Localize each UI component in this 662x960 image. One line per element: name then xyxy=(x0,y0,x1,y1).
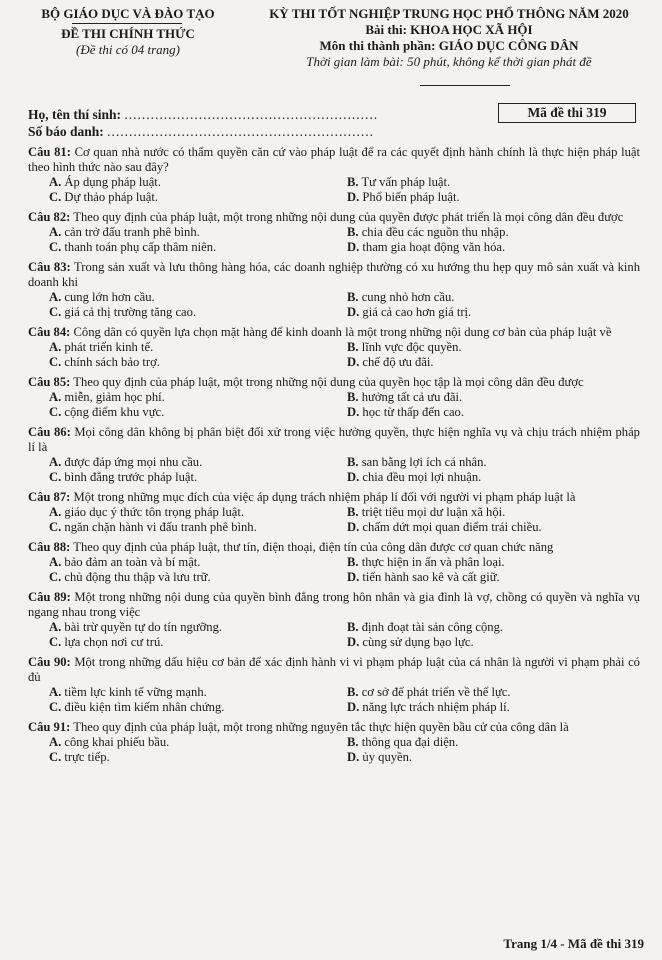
candidate-name-dots: .......................................................... xyxy=(124,107,379,122)
option-letter: D. xyxy=(347,240,360,254)
answer-option xyxy=(49,355,347,370)
option-letter: B. xyxy=(347,505,359,519)
option-text: giá cả cao hơn giá trị. xyxy=(362,305,472,319)
question-stem xyxy=(28,210,640,225)
option-letter: B. xyxy=(347,735,359,749)
option-letter: C. xyxy=(49,355,62,369)
option-letter: D. xyxy=(347,470,360,484)
header-left xyxy=(18,6,238,58)
question-text: Theo quy định của pháp luật, một trong những nguyên tắc thực hiện quyền bầu cử của công dân là xyxy=(73,720,569,734)
answer-option xyxy=(347,455,647,470)
question-stem xyxy=(28,490,640,505)
question-number: Câu 85: xyxy=(28,375,71,389)
option-text: thanh toán phụ cấp thâm niên. xyxy=(64,240,217,254)
question-stem xyxy=(28,425,640,455)
answer-option xyxy=(49,240,347,255)
question-stem xyxy=(28,260,640,290)
question-stem xyxy=(28,540,640,555)
answer-option xyxy=(49,570,347,585)
option-letter: D. xyxy=(347,700,360,714)
option-text: chia đều các nguồn thu nhập. xyxy=(361,225,509,239)
official-label: ĐỀ THI CHÍNH THỨC xyxy=(61,26,195,41)
option-text: bài trừ quyền tự do tín ngưỡng. xyxy=(64,620,223,634)
question-number: Câu 82: xyxy=(28,210,71,224)
answer-options xyxy=(28,735,640,765)
option-letter: B. xyxy=(347,685,359,699)
question-block xyxy=(28,210,640,255)
answer-option xyxy=(49,455,347,470)
page-footer: Trang 1/4 - Mã đề thi 319 xyxy=(503,936,644,951)
ministry-name: BỘ GIÁO DỤC VÀ ĐÀO TẠO xyxy=(41,6,215,21)
option-text: chia đều mọi lợi nhuận. xyxy=(362,470,482,484)
answer-option xyxy=(49,555,347,570)
option-letter: A. xyxy=(49,505,62,519)
question-block xyxy=(28,145,640,205)
answer-options xyxy=(28,455,640,485)
answer-option xyxy=(49,390,347,405)
question-text: Cơ quan nhà nước có thẩm quyền căn cứ vào pháp luật để ra các quyết định hành chính là thực hiện pháp luật theo hình thức nào sau đây? xyxy=(28,145,640,174)
option-text: cơ sở để phát triển về thể lực. xyxy=(361,685,511,699)
question-stem xyxy=(28,655,640,685)
answer-option xyxy=(49,635,347,650)
option-letter: C. xyxy=(49,635,62,649)
question-stem xyxy=(28,145,640,175)
answer-option xyxy=(347,390,647,405)
option-text: san bằng lợi ích cá nhân. xyxy=(361,455,487,469)
option-letter: B. xyxy=(347,555,359,569)
question-block xyxy=(28,325,640,370)
question-block xyxy=(28,590,640,650)
option-text: chủ động thu thập và lưu trữ. xyxy=(64,570,211,584)
question-number: Câu 87: xyxy=(28,490,71,504)
option-text: cộng điểm khu vực. xyxy=(64,405,165,419)
option-text: điều kiện tìm kiếm nhân chứng. xyxy=(64,700,225,714)
answer-option xyxy=(49,225,347,240)
answer-option xyxy=(49,520,347,535)
answer-option xyxy=(347,305,647,320)
answer-option xyxy=(347,700,647,715)
answer-option xyxy=(347,620,647,635)
answer-options xyxy=(28,620,640,650)
option-text: phát triển kinh tế. xyxy=(64,340,154,354)
option-letter: A. xyxy=(49,620,62,634)
answer-options xyxy=(28,290,640,320)
question-text: Một trong những dấu hiệu cơ bản để xác định hành vi vi phạm pháp luật của cá nhân là người vi phạm phải có đủ xyxy=(28,655,640,684)
question-text: Công dân có quyền lựa chọn mặt hàng để kinh doanh là một trong những nội dung cơ bản của pháp luật về xyxy=(73,325,612,339)
answer-option xyxy=(49,700,347,715)
answer-option xyxy=(347,685,647,700)
answer-option xyxy=(347,225,647,240)
question-block xyxy=(28,540,640,585)
option-text: công khai phiếu bầu. xyxy=(64,735,170,749)
answer-options xyxy=(28,505,640,535)
answer-option xyxy=(347,470,647,485)
question-block xyxy=(28,720,640,765)
option-text: miễn, giảm học phí. xyxy=(64,390,165,404)
answer-option xyxy=(347,750,647,765)
answer-option xyxy=(347,355,647,370)
question-number: Câu 91: xyxy=(28,720,71,734)
answer-options xyxy=(28,555,640,585)
candidate-info xyxy=(28,106,378,140)
option-text: tham gia hoạt động văn hóa. xyxy=(362,240,506,254)
question-text: Trong sản xuất và lưu thông hàng hóa, các doanh nghiệp thường có xu hướng thu hẹp quy mô sản xuất và kinh doanh khi xyxy=(28,260,641,289)
option-letter: A. xyxy=(49,390,62,404)
header-left-rule xyxy=(72,23,182,24)
option-letter: C. xyxy=(49,405,62,419)
question-text: Một trong những nội dung của quyền bình đẳng trong hôn nhân và gia đình là vợ, chồng có quyền và nghĩa vụ ngang nhau trong việc xyxy=(28,590,640,619)
question-block xyxy=(28,375,640,420)
answer-option xyxy=(49,175,347,190)
option-text: bảo đảm an toàn và bí mật. xyxy=(64,555,201,569)
option-text: Áp dụng pháp luật. xyxy=(64,175,161,189)
question-text: Một trong những mục đích của việc áp dụng trách nhiệm pháp lí đối với người vi phạm pháp luật là xyxy=(73,490,576,504)
option-letter: B. xyxy=(347,290,359,304)
option-letter: C. xyxy=(49,190,62,204)
question-stem xyxy=(28,325,640,340)
answer-option xyxy=(49,470,347,485)
pages-note: (Đề thi có 04 trang) xyxy=(76,42,180,57)
option-text: bình đẳng trước pháp luật. xyxy=(64,470,198,484)
option-text: thực hiện in ấn và phân loại. xyxy=(361,555,505,569)
option-letter: D. xyxy=(347,520,360,534)
option-text: Dự thảo pháp luật. xyxy=(64,190,158,204)
answer-options xyxy=(28,390,640,420)
option-text: lĩnh vực độc quyền. xyxy=(361,340,462,354)
question-text: Theo quy định của pháp luật, một trong những nội dung của quyền được phát triển là mọi công dân đều được xyxy=(73,210,624,224)
option-letter: A. xyxy=(49,340,62,354)
option-text: trực tiếp. xyxy=(64,750,110,764)
option-text: Phổ biến pháp luật. xyxy=(362,190,460,204)
option-letter: D. xyxy=(347,355,360,369)
option-text: lựa chọn nơi cư trú. xyxy=(64,635,164,649)
option-letter: C. xyxy=(49,470,62,484)
option-text: định đoạt tài sản công cộng. xyxy=(361,620,504,634)
option-text: cùng sử dụng bạo lực. xyxy=(362,635,474,649)
answer-option xyxy=(49,340,347,355)
answer-option xyxy=(49,620,347,635)
option-text: thông qua đại diện. xyxy=(361,735,459,749)
question-text: Theo quy định của pháp luật, một trong những nội dung của quyền học tập là mọi công dân đều được xyxy=(73,375,584,389)
answer-option xyxy=(347,520,647,535)
option-letter: A. xyxy=(49,175,62,189)
answer-option xyxy=(347,735,647,750)
option-text: ngăn chặn hành vi đấu tranh phê bình. xyxy=(64,520,257,534)
answer-option xyxy=(347,555,647,570)
question-text: Theo quy định của pháp luật, thư tín, điện thoại, điện tín của công dân được cơ quan chức năng xyxy=(73,540,554,554)
candidate-name-label: Họ, tên thí sinh: xyxy=(28,107,122,122)
question-number: Câu 88: xyxy=(28,540,71,554)
option-letter: D. xyxy=(347,190,360,204)
answer-option xyxy=(347,340,647,355)
question-number: Câu 83: xyxy=(28,260,71,274)
option-letter: D. xyxy=(347,405,360,419)
answer-options xyxy=(28,340,640,370)
option-letter: B. xyxy=(347,175,359,189)
candidate-id-dots: ............................................................. xyxy=(107,124,375,139)
answer-option xyxy=(347,240,647,255)
question-number: Câu 89: xyxy=(28,590,71,604)
option-text: triệt tiêu mọi dư luận xã hội. xyxy=(361,505,506,519)
option-text: cung lớn hơn cầu. xyxy=(64,290,155,304)
option-letter: A. xyxy=(49,290,62,304)
question-number: Câu 81: xyxy=(28,145,71,159)
header-right xyxy=(244,6,654,70)
option-text: giáo dục ý thức tôn trọng pháp luật. xyxy=(64,505,245,519)
answer-option xyxy=(49,305,347,320)
option-text: chế độ ưu đãi. xyxy=(362,355,434,369)
option-letter: C. xyxy=(49,570,62,584)
exam-code-box: Mã đề thi 319 xyxy=(498,103,636,123)
answer-option xyxy=(49,505,347,520)
option-text: hưởng tất cả ưu đãi. xyxy=(361,390,463,404)
answer-option xyxy=(49,685,347,700)
question-block xyxy=(28,655,640,715)
option-letter: C. xyxy=(49,305,62,319)
option-letter: B. xyxy=(347,390,359,404)
option-text: học từ thấp đến cao. xyxy=(362,405,464,419)
option-letter: B. xyxy=(347,340,359,354)
option-text: chấm dứt mọi quan điểm trái chiều. xyxy=(362,520,542,534)
option-letter: B. xyxy=(347,620,359,634)
option-letter: C. xyxy=(49,700,62,714)
answer-options xyxy=(28,175,640,205)
candidate-id-line xyxy=(28,123,378,140)
option-text: được đáp ứng mọi nhu cầu. xyxy=(64,455,203,469)
answer-option xyxy=(49,405,347,420)
question-number: Câu 84: xyxy=(28,325,71,339)
time-note: Thời gian làm bài: 50 phút, không kể thời gian phát đề xyxy=(306,54,592,69)
question-number: Câu 90: xyxy=(28,655,71,669)
answer-option xyxy=(347,505,647,520)
answer-option xyxy=(49,190,347,205)
option-text: giá cả thị trường tăng cao. xyxy=(64,305,197,319)
question-stem xyxy=(28,375,640,390)
question-list xyxy=(28,145,640,770)
option-letter: D. xyxy=(347,750,360,764)
option-letter: C. xyxy=(49,520,62,534)
option-letter: A. xyxy=(49,225,62,239)
option-letter: D. xyxy=(347,305,360,319)
exam-subject: Môn thi thành phần: GIÁO DỤC CÔNG DÂN xyxy=(319,38,579,53)
answer-option xyxy=(347,405,647,420)
option-letter: A. xyxy=(49,735,62,749)
answer-option xyxy=(49,735,347,750)
question-block xyxy=(28,490,640,535)
option-letter: B. xyxy=(347,455,359,469)
answer-option xyxy=(49,750,347,765)
answer-option xyxy=(347,290,647,305)
answer-option xyxy=(347,570,647,585)
question-block xyxy=(28,425,640,485)
question-stem xyxy=(28,720,640,735)
answer-options xyxy=(28,225,640,255)
candidate-name-line xyxy=(28,106,378,123)
option-text: tiến hành sao kê và cất giữ. xyxy=(362,570,500,584)
exam-section: Bài thi: KHOA HỌC XÃ HỘI xyxy=(365,22,533,37)
option-text: tiềm lực kinh tế vững mạnh. xyxy=(64,685,207,699)
option-letter: D. xyxy=(347,570,360,584)
candidate-id-label: Số báo danh: xyxy=(28,124,104,139)
option-letter: C. xyxy=(49,750,62,764)
exam-title: KỲ THI TỐT NGHIỆP TRUNG HỌC PHỔ THÔNG NĂM 2020 xyxy=(269,6,629,21)
answer-options xyxy=(28,685,640,715)
answer-option xyxy=(347,190,647,205)
option-letter: C. xyxy=(49,240,62,254)
answer-option xyxy=(347,175,647,190)
question-stem xyxy=(28,590,640,620)
option-letter: A. xyxy=(49,685,62,699)
option-text: cung nhỏ hơn cầu. xyxy=(361,290,455,304)
question-number: Câu 86: xyxy=(28,425,71,439)
option-letter: A. xyxy=(49,455,62,469)
option-text: Tư vấn pháp luật. xyxy=(361,175,451,189)
question-block xyxy=(28,260,640,320)
option-text: ủy quyền. xyxy=(362,750,413,764)
header-right-rule xyxy=(420,85,510,86)
answer-option xyxy=(49,290,347,305)
option-letter: D. xyxy=(347,635,360,649)
option-letter: B. xyxy=(347,225,359,239)
question-text: Mọi công dân không bị phân biệt đối xử trong việc hưởng quyền, thực hiện nghĩa vụ và chịu trách nhiệm pháp lí là xyxy=(28,425,640,454)
answer-option xyxy=(347,635,647,650)
option-letter: A. xyxy=(49,555,62,569)
option-text: năng lực trách nhiệm pháp lí. xyxy=(362,700,510,714)
option-text: chính sách bảo trợ. xyxy=(64,355,160,369)
option-text: cản trở đấu tranh phê bình. xyxy=(64,225,200,239)
